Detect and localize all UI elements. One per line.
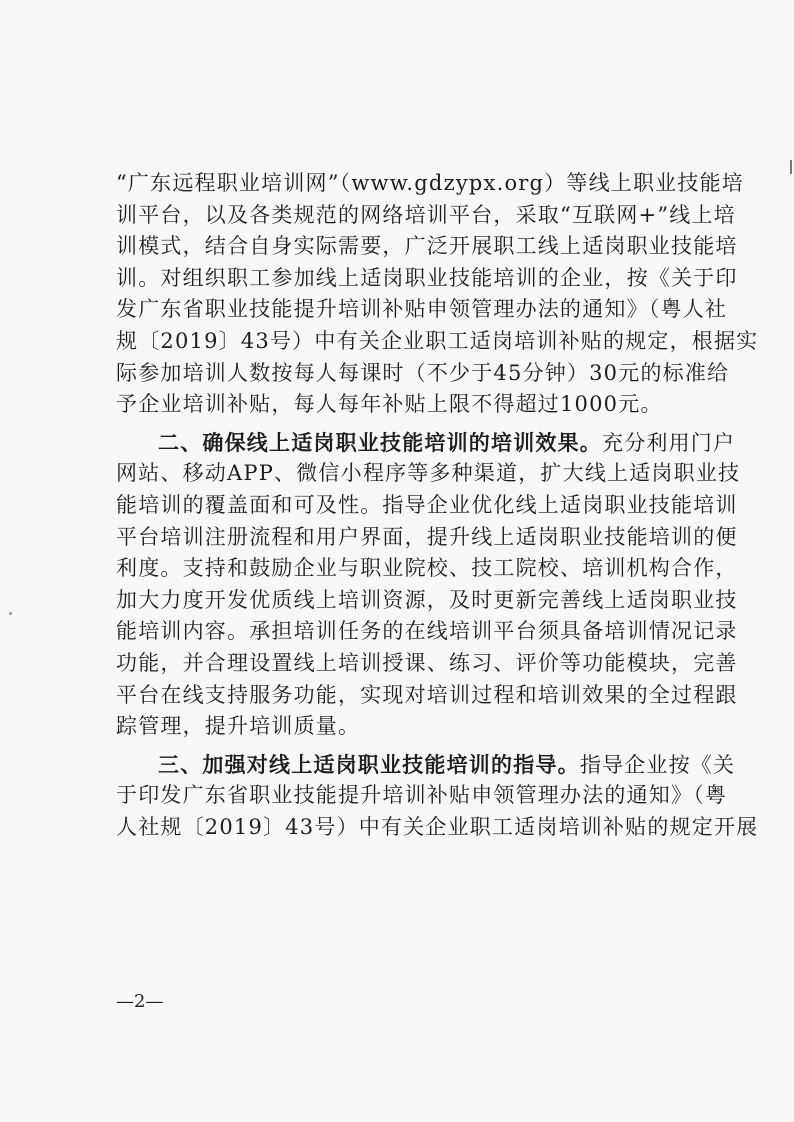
text-line: 网站、移动APP、微信小程序等多种渠道，扩大线上适岗职业技 bbox=[116, 461, 741, 486]
section-3-first-line bbox=[116, 749, 736, 781]
text-line: 平台培训注册流程和用户界面，提升线上适岗职业技能培训的便 bbox=[116, 524, 738, 549]
text-line: 予企业培训补贴，每人每年补贴上限不得超过1000元。 bbox=[116, 392, 663, 417]
text-line: 发广东省职业技能提升培训补贴申领管理办法的通知》（粤人社 bbox=[116, 297, 728, 322]
text-line: 能培训内容。承担培训任务的在线培训平台须具备培训情况记录 bbox=[116, 619, 738, 644]
text-line: 规〔2019〕43号）中有关企业职工适岗培训补贴的规定，根据实 bbox=[116, 328, 759, 353]
section-2-first-line bbox=[116, 427, 736, 459]
section-3-first-line-rest: 指导企业按《关 bbox=[579, 752, 736, 777]
document-body bbox=[116, 168, 759, 843]
page-number: —2— bbox=[116, 991, 164, 1012]
text-line: 人社规〔2019〕43号）中有关企业职工适岗培训补贴的规定开展 bbox=[116, 814, 759, 839]
section-2 bbox=[116, 427, 741, 743]
text-line: 训模式，结合自身实际需要，广泛开展职工线上适岗职业技能培 bbox=[116, 234, 738, 259]
section-3 bbox=[116, 749, 759, 844]
text-line: 功能，并合理设置线上培训授课、练习、评价等功能模块，完善 bbox=[116, 650, 738, 675]
text-line: 平台在线支持服务功能，实现对培训过程和培训效果的全过程跟 bbox=[116, 682, 738, 707]
section-3-heading: 三、加强对线上适岗职业技能培训的指导。 bbox=[158, 751, 580, 777]
text-line: 际参加培训人数按每人每课时（不少于45分钟）30元的标准给 bbox=[116, 360, 730, 385]
section-2-heading: 二、确保线上适岗职业技能培训的培训效果。 bbox=[158, 429, 602, 455]
paragraph-1 bbox=[116, 168, 759, 421]
text-line: 加大力度开发优质线上培训资源，及时更新完善线上适岗职业技 bbox=[116, 587, 738, 612]
section-2-first-line-rest: 充分利用门户 bbox=[602, 430, 736, 455]
text-line: 踪管理，提升培训质量。 bbox=[116, 714, 361, 739]
text-line: 训平台，以及各类规范的网络培训平台，采取“互联网+”线上培 bbox=[116, 202, 736, 227]
scan-dot bbox=[9, 612, 12, 615]
text-line: 训。对组织职工参加线上适岗职业技能培训的企业，按《关于印 bbox=[116, 265, 738, 290]
text-line: “广东远程职业培训网”（www.gdzypx.org）等线上职业技能培 bbox=[116, 171, 744, 195]
text-line: 利度。支持和鼓励企业与职业院校、技工院校、培训机构合作， bbox=[116, 556, 738, 581]
text-line: 于印发广东省职业技能提升培训补贴申领管理办法的通知》（粤 bbox=[116, 783, 728, 808]
text-line: 能培训的覆盖面和可及性。指导企业优化线上适岗职业技能培训 bbox=[116, 492, 738, 517]
scan-edge-mark bbox=[790, 160, 792, 174]
